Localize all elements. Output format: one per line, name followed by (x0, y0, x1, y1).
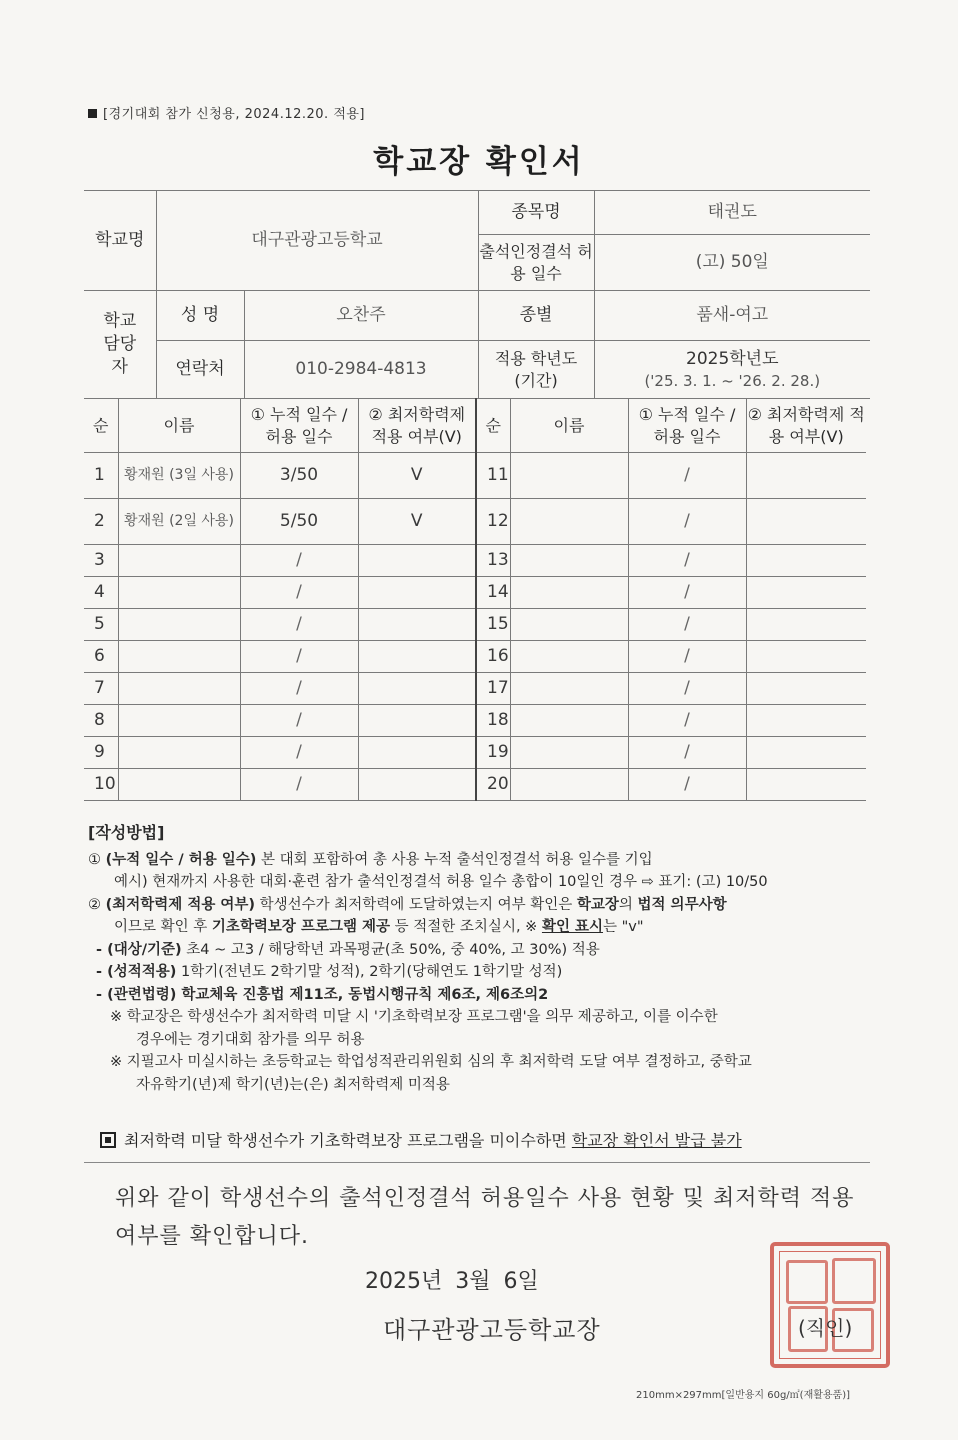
days-cell: / (628, 737, 746, 769)
row-number: 8 (84, 705, 118, 737)
row-number: 18 (476, 705, 510, 737)
academic-year-label: 적용 학년도 (기간) (478, 341, 594, 399)
row-number: 20 (476, 769, 510, 801)
student-name (510, 641, 628, 673)
academic-year-value: 2025학년도 (686, 348, 779, 369)
table-row (84, 737, 866, 769)
days-cell: / (628, 453, 746, 499)
instruction-line: 경우에는 경기대회 참가를 의무 허용 (136, 1031, 365, 1048)
row-number: 4 (84, 577, 118, 609)
days-cell: / (240, 673, 358, 705)
event-value: 품새-여고 (594, 291, 870, 341)
row-number: 7 (84, 673, 118, 705)
min-check-cell (746, 545, 866, 577)
student-name (510, 673, 628, 705)
instruction-line: ① (누적 일수 / 허용 일수) 본 대회 포함하여 총 사용 누적 출석인정결석 허용 일수를 기입 (88, 851, 653, 868)
student-name (510, 453, 628, 499)
student-name (510, 737, 628, 769)
days-cell: / (628, 577, 746, 609)
table-row (84, 545, 866, 577)
issue-date: 2025년 3월 6일 (365, 1269, 539, 1294)
principal-signature: 대구관광고등학교장 (383, 1316, 601, 1344)
min-check-cell (746, 577, 866, 609)
min-check-cell (358, 705, 476, 737)
min-check-cell (358, 769, 476, 801)
days-cell: / (240, 737, 358, 769)
row-number: 6 (84, 641, 118, 673)
table-row (84, 609, 866, 641)
manager-contact-label: 연락처 (156, 341, 244, 399)
min-check-cell (358, 737, 476, 769)
row-number: 14 (476, 577, 510, 609)
days-cell: / (628, 609, 746, 641)
seal-glyph (832, 1258, 876, 1304)
min-check-cell (746, 769, 866, 801)
table-row (84, 453, 866, 499)
confirmation-statement: 위와 같이 학생선수의 출석인정결석 허용일수 사용 현황 및 최저학력 적용 여부를 확인합니다. (115, 1186, 855, 1249)
warning-note: 최저학력 미달 학생선수가 기초학력보장 프로그램을 미이수하면 학교장 확인서 발급 불가 (100, 1128, 742, 1151)
instruction-line: - (대상/기준) 초4 ~ 고3 / 해당학년 과목평균(초 50%, 중 40%, 고 30%) 적용 (96, 941, 600, 958)
row-number: 17 (476, 673, 510, 705)
absence-days-value: (고) 50일 (594, 235, 870, 291)
order-header: 순 (476, 399, 510, 453)
min-check-cell (358, 609, 476, 641)
table-row (84, 769, 866, 801)
student-name (118, 609, 240, 641)
min-check-cell (746, 673, 866, 705)
name-header: 이름 (510, 399, 628, 453)
instruction-line: - (성적적용) 1학기(전년도 2학기말 성적), 2학기(당해연도 1학기말 성적) (96, 964, 563, 980)
days-header: ① 누적 일수 / 허용 일수 (240, 399, 358, 453)
form-header-note: [경기대회 참가 신청용, 2024.12.20. 적용] (88, 103, 365, 122)
days-cell: / (628, 705, 746, 737)
square-bullet-icon (88, 109, 97, 118)
min-check-cell (746, 641, 866, 673)
row-number: 13 (476, 545, 510, 577)
sport-value: 태권도 (594, 191, 870, 235)
student-name (510, 705, 628, 737)
student-name (118, 705, 240, 737)
days-cell: / (240, 577, 358, 609)
absence-days-label: 출석인정결석 허용 일수 (478, 235, 594, 291)
checkbox-bullet-icon (100, 1132, 116, 1148)
days-cell: 3/50 (240, 453, 358, 499)
min-check-cell (746, 499, 866, 545)
school-name-value: 대구관광고등학교 (156, 191, 478, 291)
days-cell: / (628, 769, 746, 801)
table-row (84, 673, 866, 705)
min-check-cell (358, 545, 476, 577)
days-cell: / (628, 499, 746, 545)
min-check-cell (746, 705, 866, 737)
row-number: 12 (476, 499, 510, 545)
min-check-cell (358, 673, 476, 705)
seal-label: (직인) (798, 1316, 853, 1340)
min-check-cell: V (358, 499, 476, 545)
manager-name-value: 오찬주 (244, 291, 478, 341)
days-cell: / (240, 705, 358, 737)
student-name (118, 737, 240, 769)
row-number: 1 (84, 453, 118, 499)
instruction-line: ② (최저학력제 적용 여부) 학생선수가 최저학력에 도달하였는지 여부 확인은 학교장의 법적 의무사항 (88, 896, 727, 913)
row-number: 5 (84, 609, 118, 641)
name-header: 이름 (118, 399, 240, 453)
school-info-table (84, 190, 870, 399)
instruction-line: ※ 학교장은 학생선수가 최저학력 미달 시 '기초학력보장 프로그램'을 의무 제공하고, 이를 이수한 (110, 1009, 718, 1025)
instruction-line: - (관련법령) 학교체육 진흥법 제11조, 동법시행규칙 제6조, 제6조의2 (96, 986, 549, 1003)
days-cell: / (240, 769, 358, 801)
row-number: 10 (84, 769, 118, 801)
days-cell: / (240, 609, 358, 641)
days-cell: / (628, 641, 746, 673)
manager-contact-value: 010-2984-4813 (244, 341, 478, 399)
student-name (118, 641, 240, 673)
days-cell: / (240, 641, 358, 673)
min-check-cell (358, 641, 476, 673)
row-number: 15 (476, 609, 510, 641)
order-header: 순 (84, 399, 118, 453)
student-name (510, 545, 628, 577)
sport-label: 종목명 (478, 191, 594, 235)
instruction-line: 이므로 확인 후 기초학력보장 프로그램 제공 등 적절한 조치실시, ※ 확인 표시는 "v" (114, 919, 644, 935)
student-name (118, 577, 240, 609)
min-check-cell (358, 577, 476, 609)
row-number: 16 (476, 641, 510, 673)
paper-spec-note: 210mm×297mm[일반용지 60g/㎡(재활용품)] (636, 1390, 851, 1401)
row-number: 3 (84, 545, 118, 577)
table-row (84, 705, 866, 737)
row-number: 19 (476, 737, 510, 769)
school-manager-label: 학교 담당자 (84, 291, 156, 399)
divider (84, 1162, 870, 1163)
instruction-line: 예시) 현재까지 사용한 대회·훈련 참가 출석인정결석 허용 일수 총합이 10일인 경우 ⇨ 표기: (고) 10/50 (114, 874, 768, 890)
document-title: 학교장 확인서 (373, 144, 585, 180)
row-number: 11 (476, 453, 510, 499)
days-cell: 5/50 (240, 499, 358, 545)
student-name (118, 769, 240, 801)
days-cell: / (628, 545, 746, 577)
days-cell: / (240, 545, 358, 577)
days-cell: / (628, 673, 746, 705)
official-seal-stamp (770, 1242, 890, 1368)
table-row (84, 641, 866, 673)
academic-year-period: ('25. 3. 1. ~ '26. 2. 28.) (644, 371, 821, 390)
instructions-title: [작성방법] (88, 823, 165, 842)
instructions-section (88, 822, 878, 1096)
row-number: 9 (84, 737, 118, 769)
min-check-cell (746, 609, 866, 641)
student-roster-table (84, 398, 866, 801)
manager-name-label: 성 명 (156, 291, 244, 341)
row-number: 2 (84, 499, 118, 545)
table-row (84, 499, 866, 545)
min-check-cell (746, 737, 866, 769)
event-label: 종별 (478, 291, 594, 341)
student-name: 황재원 (3일 사용) (118, 453, 240, 499)
seal-glyph (786, 1260, 828, 1304)
student-name (118, 673, 240, 705)
school-name-label: 학교명 (84, 191, 156, 291)
student-name (510, 577, 628, 609)
min-check-cell (746, 453, 866, 499)
student-name (118, 545, 240, 577)
days-header: ① 누적 일수 / 허용 일수 (628, 399, 746, 453)
min-check-cell: V (358, 453, 476, 499)
student-name (510, 769, 628, 801)
instruction-line: ※ 지필고사 미실시하는 초등학교는 학업성적관리위원회 심의 후 최저학력 도달 여부 결정하고, 중학교 (110, 1054, 752, 1070)
student-name (510, 609, 628, 641)
min-achievement-header: ② 최저학력제 적용 여부(V) (746, 399, 866, 453)
academic-year-cell (594, 341, 870, 399)
student-name: 황재원 (2일 사용) (118, 499, 240, 545)
instruction-line: 자유학기(년)제 학기(년)는(은) 최저학력제 미적용 (136, 1076, 450, 1093)
table-row (84, 577, 866, 609)
student-name (510, 499, 628, 545)
min-achievement-header: ② 최저학력제 적용 여부(V) (358, 399, 476, 453)
